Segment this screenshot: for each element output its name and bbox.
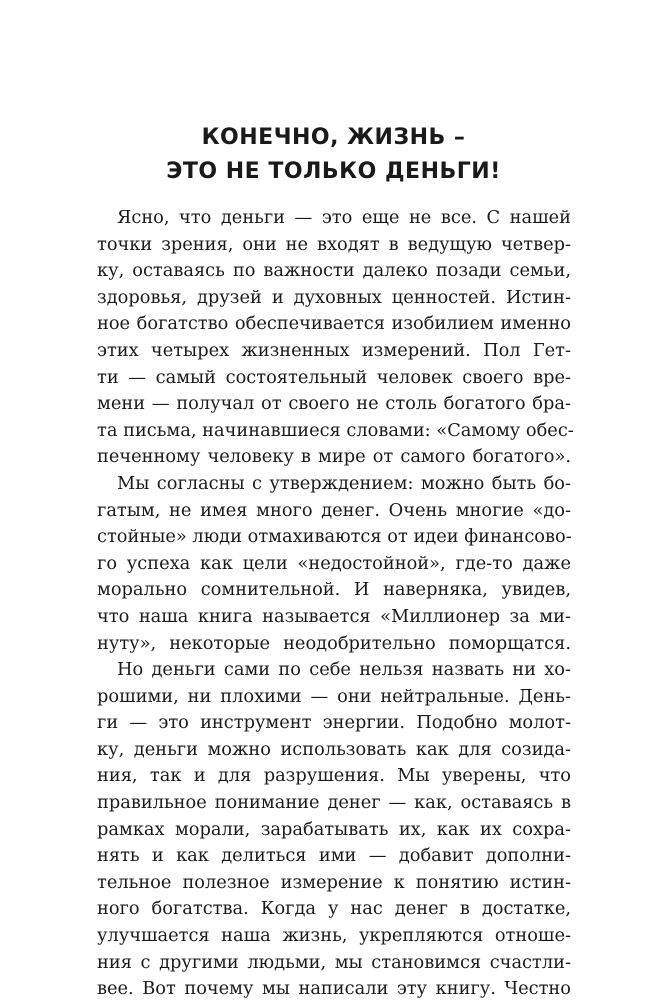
text-line: го успеха как цели «недостойной», где-то даже [97, 552, 571, 574]
text-line: Мы согласны с утверждением: можно быть бо- [117, 472, 571, 494]
text-line: Ясно, что деньги — это еще не все. С нашей [117, 207, 571, 228]
text-line: ния, так и для разрушения. Мы уверены, что [97, 765, 571, 787]
text-line: улучшается наша жизнь, укрепляются отноше- [97, 925, 571, 947]
text-line: здоровья, друзей и духовных ценностей. Истин- [97, 286, 571, 308]
text-line: нуту», некоторые неодобрительно поморщатся. [97, 632, 571, 654]
text-line: ку, оставаясь по важности далеко позади семьи, [97, 260, 571, 282]
text-line: правильное понимание денег — как, оставаясь в [97, 792, 571, 814]
heading-line-2: ЭТО НЕ ТОЛЬКО ДЕНЬГИ! [166, 159, 501, 184]
text-line: стойные» люди отмахиваются от идеи финансово- [97, 526, 572, 548]
text-line: что наша книга называется «Миллионер за ми- [97, 605, 571, 627]
text-line: мени — получал от своего не столь богатого бра- [97, 393, 571, 415]
text-line: рошими, ни плохими — они нейтральные. День- [97, 685, 571, 707]
heading-line-1: КОНЕЧНО, ЖИЗНЬ – [201, 125, 466, 150]
text-line: Но деньги сами по себе нельзя назвать ни хо- [117, 659, 571, 681]
text-line: этих четырех жизненных измерений. Пол Гет- [97, 339, 571, 361]
text-line: ное богатство обеспечивается изобилием именно [97, 313, 571, 335]
text-line: ния с другими людьми, мы становимся счастли- [97, 951, 571, 973]
text-line: ного богатства. Когда у нас денег в достатке, [97, 898, 571, 920]
text-line: рамках морали, зарабатывать их, как их сохра- [97, 818, 571, 840]
text-line: гатым, не имея много денег. Очень многие «до- [97, 499, 571, 521]
text-line: та письма, начинавшиеся словами: «Самому обес- [97, 419, 574, 441]
text-line: вее. Вот почему мы написали эту книгу. Честно [97, 978, 571, 1000]
body-text [97, 205, 574, 1003]
chapter-heading [0, 121, 667, 189]
text-line: ку, деньги можно использовать как для созида- [97, 738, 571, 760]
text-line: ти — самый состоятельный человек своего вре- [97, 366, 571, 388]
text-line: тельное полезное измерение к понятию истин- [97, 871, 571, 893]
text-line: нять и как делиться ими — добавит дополни- [97, 845, 571, 867]
text-line: ги — это инструмент энергии. Подобно молот- [97, 712, 571, 734]
text-line: точки зрения, они не входят в ведущую четвер- [97, 233, 571, 255]
text-line: печенному человеку в мире от самого богатого». [97, 446, 571, 468]
text-line: морально сомнительной. И наверняка, увидев, [97, 579, 571, 601]
